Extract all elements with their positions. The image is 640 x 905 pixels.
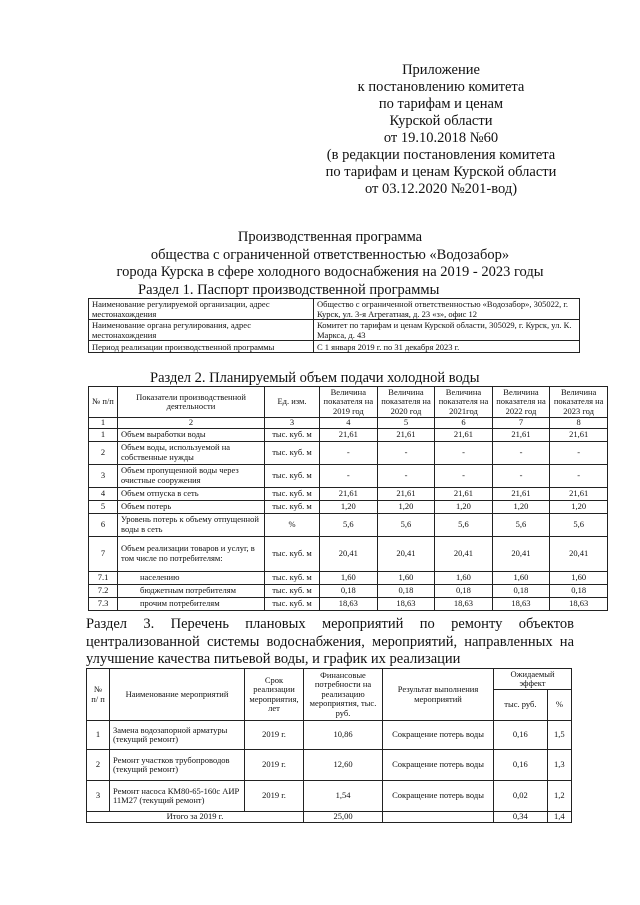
row-value: 5,6 [550,513,608,536]
column-header: Величина показателя на 2020 год [377,387,435,418]
row-value: 20,41 [377,536,435,571]
passport-label: Наименование регулируемой организации, адрес местонахождения [89,299,314,320]
appendix-line: по тарифам и ценам [378,96,504,112]
row-unit: тыс. куб. м [265,441,320,464]
row-value: 21,61 [320,428,378,441]
row-indicator: Объем пропущенной воды через очистные сооружения [118,464,265,487]
row-unit: тыс. куб. м [265,597,320,610]
row-number: 3 [89,464,118,487]
row-value: 1,60 [435,571,492,584]
row-value: 1,60 [550,571,608,584]
measure-name: Ремонт насоса КМ80-65-160с АИР 11М27 (текущий ремонт) [110,781,245,812]
row-indicator: Объем потерь [118,500,265,513]
measure-term: 2019 г. [245,750,304,781]
row-number: 3 [87,781,110,812]
column-number: 4 [320,418,378,429]
table-row [87,750,572,781]
passport-table [88,298,580,353]
column-number: 3 [265,418,320,429]
column-header: Величина показателя на 2022 год [492,387,550,418]
row-value: 5,6 [492,513,550,536]
column-number: 7 [492,418,550,429]
section2-heading: Раздел 2. Планируемый объем подачи холодной воды [150,370,480,386]
row-value: - [492,441,550,464]
table-row [89,341,580,353]
measure-term: 2019 г. [245,781,304,812]
title-line: города Курска в сфере холодного водоснабжения на 2019 - 2023 годы [116,264,544,280]
row-value: 20,41 [435,536,492,571]
section1-heading: Раздел 1. Паспорт производственной программы [138,282,440,298]
row-value: 1,60 [492,571,550,584]
table-row [89,428,608,441]
row-number: 2 [89,441,118,464]
row-value: 21,61 [550,487,608,500]
total-pct: 1,4 [547,812,571,823]
effect-pct: 1,5 [547,721,571,750]
row-value: 5,6 [377,513,435,536]
appendix-line: (в редакции постановления комитета [326,147,556,163]
row-value: 5,6 [435,513,492,536]
column-header: Финансовые потребности на реализацию мероприятия, тыс. руб. [304,669,383,721]
table-row [89,320,580,341]
table-row [89,513,608,536]
total-label: Итого за 2019 г. [87,812,304,823]
row-value: 0,18 [435,584,492,597]
effect-pct: 1,2 [547,781,571,812]
row-value: 21,61 [492,487,550,500]
row-value: 21,61 [550,428,608,441]
row-indicator: Уровень потерь к объему отпущенной воды в сеть [118,513,265,536]
row-number: 1 [87,721,110,750]
row-unit: тыс. куб. м [265,571,320,584]
table-row [87,721,572,750]
appendix-line: от 03.12.2020 №201-вод) [364,181,518,197]
row-indicator: Объем реализации товаров и услуг, в том числе по потребителям: [118,536,265,571]
water-volume-table [88,386,608,611]
title-line: общества с ограниченной ответственностью «Водозабор» [150,246,510,263]
row-value: 0,18 [320,584,378,597]
column-header: Результат выполнения мероприятий [383,669,494,721]
column-header: Величина показателя на 2021год [435,387,492,418]
row-value: 1,20 [377,500,435,513]
table-row [89,464,608,487]
row-value: 21,61 [377,487,435,500]
table-row [89,500,608,513]
column-header: Срок реализации мероприятия, лет [245,669,304,721]
row-value: - [492,464,550,487]
row-value: - [435,441,492,464]
column-number: 1 [89,418,118,429]
row-value: 18,63 [492,597,550,610]
total-result [383,812,494,823]
table-header-row [89,387,608,418]
row-number: 4 [89,487,118,500]
row-value: 20,41 [320,536,378,571]
effect-rub: 0,16 [494,721,548,750]
column-number: 6 [435,418,492,429]
passport-label: Период реализации производственной программы [89,341,314,353]
row-value: - [550,441,608,464]
column-header: Величина показателя на 2023 год [550,387,608,418]
appendix-header [310,62,572,198]
row-value: 18,63 [435,597,492,610]
column-header: Ожидаемый эффект [494,669,572,690]
table-row [89,487,608,500]
measure-result: Сокращение потерь воды [383,721,494,750]
measures-table [86,668,572,823]
measure-finance: 12,60 [304,750,383,781]
row-value: 0,18 [550,584,608,597]
row-number: 7.3 [89,597,118,610]
measure-result: Сокращение потерь воды [383,781,494,812]
measure-result: Сокращение потерь воды [383,750,494,781]
row-value: - [377,441,435,464]
row-value: 1,20 [550,500,608,513]
row-value: - [377,464,435,487]
title-line: Производственная программа [237,229,423,245]
row-value: 21,61 [377,428,435,441]
row-value: 21,61 [435,487,492,500]
row-value: - [550,464,608,487]
appendix-line: по тарифам и ценам Курской области [325,164,557,180]
row-value: 1,60 [320,571,378,584]
table-row [87,781,572,812]
effect-rub: 0,02 [494,781,548,812]
row-value: 1,20 [492,500,550,513]
column-number-row [89,418,608,429]
table-row [89,536,608,571]
effect-pct: 1,3 [547,750,571,781]
total-row [87,812,572,823]
row-value: - [320,441,378,464]
total-finance: 25,00 [304,812,383,823]
column-number: 5 [377,418,435,429]
row-unit: тыс. куб. м [265,584,320,597]
appendix-line: Курской области [389,113,493,129]
column-header: тыс. руб. [494,690,548,721]
passport-value: Комитет по тарифам и ценам Курской области, 305029, г. Курск, ул. К. Маркса, д. 43 [314,320,580,341]
measure-finance: 10,86 [304,721,383,750]
row-value: 5,6 [320,513,378,536]
row-value: 18,63 [550,597,608,610]
document-title [100,229,560,282]
row-value: 20,41 [550,536,608,571]
row-number: 6 [89,513,118,536]
table-header-row [87,669,572,690]
measure-term: 2019 г. [245,721,304,750]
column-header: № п/п [89,387,118,418]
row-unit: тыс. куб. м [265,464,320,487]
row-value: 20,41 [492,536,550,571]
column-header: № п/ п [87,669,110,721]
row-value: 1,20 [320,500,378,513]
row-number: 7.1 [89,571,118,584]
column-header: % [547,690,571,721]
row-value: 1,20 [435,500,492,513]
row-indicator: населению [118,571,265,584]
appendix-line: от 19.10.2018 №60 [383,130,499,146]
row-unit: тыс. куб. м [265,500,320,513]
row-value: - [320,464,378,487]
table-row [89,584,608,597]
row-number: 1 [89,428,118,441]
section3-heading: Раздел 3. Перечень плановых мероприятий по ремонту объектов централизованной системы водоснабжения, мероприятий, направленных на улучшение качества питьевой воды, и график их реализации [86,616,574,667]
row-unit: % [265,513,320,536]
appendix-line: к постановлению комитета [357,79,525,95]
column-number: 8 [550,418,608,429]
row-indicator: Объем выработки воды [118,428,265,441]
row-value: 21,61 [492,428,550,441]
row-unit: тыс. куб. м [265,428,320,441]
appendix-line: Приложение [402,62,480,78]
table-row [89,441,608,464]
column-header: Показатели производственной деятельности [118,387,265,418]
passport-value: Общество с ограниченной ответственностью «Водозабор», 305022, г. Курск, ул. 3-я Агрегатная, д. 23 «з», офис 12 [314,299,580,320]
effect-rub: 0,16 [494,750,548,781]
table-row [89,597,608,610]
measure-name: Ремонт участков трубопроводов (текущий ремонт) [110,750,245,781]
row-number: 5 [89,500,118,513]
row-indicator: бюджетным потребителям [118,584,265,597]
table-row [89,571,608,584]
row-value: - [435,464,492,487]
row-value: 0,18 [492,584,550,597]
row-number: 7 [89,536,118,571]
row-indicator: Объем отпуска в сеть [118,487,265,500]
passport-value: С 1 января 2019 г. по 31 декабря 2023 г. [314,341,580,353]
row-value: 21,61 [320,487,378,500]
row-indicator: прочим потребителям [118,597,265,610]
table-row [89,299,580,320]
column-number: 2 [118,418,265,429]
row-unit: тыс. куб. м [265,487,320,500]
total-rub: 0,34 [494,812,548,823]
column-header: Величина показателя на 2019 год [320,387,378,418]
row-indicator: Объем воды, используемой на собственные нужды [118,441,265,464]
row-value: 18,63 [377,597,435,610]
row-number: 2 [87,750,110,781]
measure-name: Замена водозапорной арматуры (текущий ремонт) [110,721,245,750]
row-value: 21,61 [435,428,492,441]
passport-label: Наименование органа регулирования, адрес местонахождения [89,320,314,341]
measure-finance: 1,54 [304,781,383,812]
row-number: 7.2 [89,584,118,597]
row-value: 0,18 [377,584,435,597]
row-unit: тыс. куб. м [265,536,320,571]
column-header: Ед. изм. [265,387,320,418]
column-header: Наименование мероприятий [110,669,245,721]
row-value: 18,63 [320,597,378,610]
row-value: 1,60 [377,571,435,584]
